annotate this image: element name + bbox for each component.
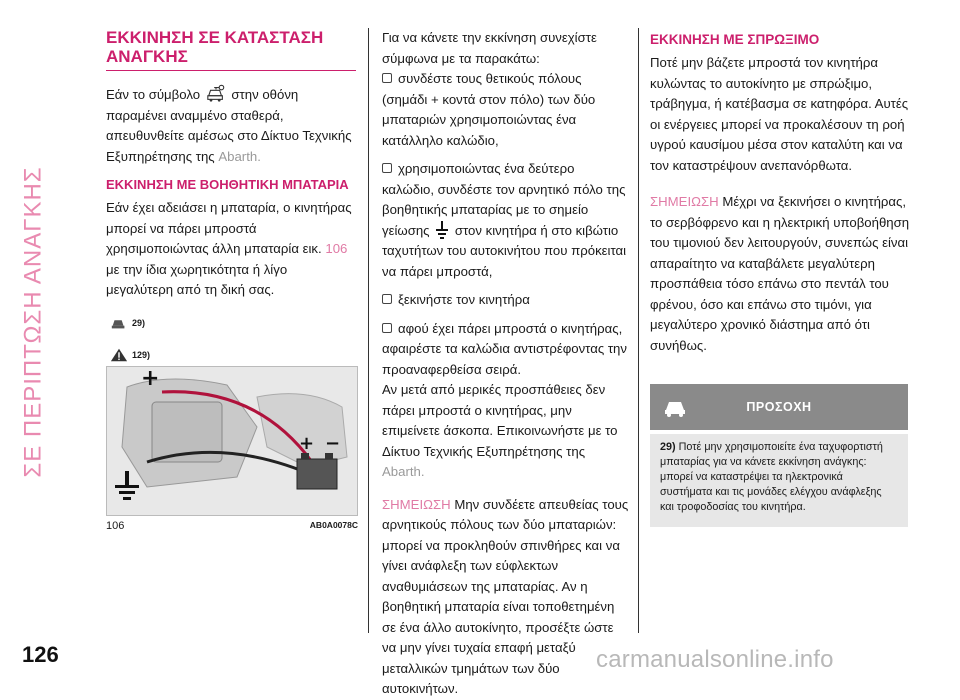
column-2 <box>382 28 630 700</box>
immobilizer-car-key-icon <box>206 83 226 103</box>
caution-text: Ποτέ μην χρησιμοποιείτε ένα ταχυφορτιστή μπαταρίας για να κάνετε εκκίνηση ανάγκης: μπορεί να καταστρέψει τα ηλεκτρονικά συστήματα και τις μονάδες ελέγχου ανάφλεξης και τροφοδοσίας του κινητήρα. <box>660 441 883 513</box>
caution-header <box>650 384 908 430</box>
immobilizer-paragraph: Εάν το σύμβολο στην οθόνη παραμένει αναμμένο σταθερά, απευθυνθείτε αμέσως στο Δίκτυο Τεχνικής Εξυπηρέτησης της Abarth. <box>106 83 356 167</box>
procedure-intro: Για να κάνετε την εκκίνηση συνεχίστε σύμφωνα με τα παρακάτω: <box>382 30 597 66</box>
caution-body <box>650 434 908 527</box>
column-1 <box>106 28 356 366</box>
retry-paragraph: Αν μετά από μερικές προσπάθειες δεν πάρει μπροστά ο κινητήρας, μην επιμείνετε άσκοπα. Επικοινωνήστε με το Δίκτυο Τεχνικής Εξυπηρέτησης της Abarth. <box>382 382 618 479</box>
column-3 <box>650 28 910 356</box>
step-4: αφού έχει πάρει μπροστά ο κινητήρας, αφαιρέστε τα καλώδια αντιστρέφοντας την προαναφερθείσα σειρά. <box>382 320 627 377</box>
section-heading-push-start: ΕΚΚΙΝΗΣΗ ΜΕ ΣΠΡΩΞΙΜΟ <box>650 32 820 47</box>
checkbox-bullet-icon <box>382 323 392 333</box>
warning-ref-29[interactable]: 29) <box>110 313 356 334</box>
positive-sign-icon: + <box>299 433 315 454</box>
step-2: χρησιμοποιώντας ένα δεύτερο καλώδιο, συνδέστε τον αρνητικό πόλο της βοηθητικής μπαταρίας με το σημείο γείωσης στον κινητήρα ή στο κιβώτιο ταχυτήτων του αυτοκινήτου που πρόκειται να πάρει μπροστά, <box>382 161 627 279</box>
caution-number: 29) <box>660 441 676 453</box>
column-divider-1 <box>368 28 369 633</box>
figure-caption <box>106 520 358 532</box>
checkbox-bullet-icon <box>382 294 392 304</box>
figure-reference[interactable]: 106 <box>325 241 348 256</box>
page-number: 126 <box>22 642 59 667</box>
jump-start-illustration <box>107 367 357 515</box>
watermark: carmanualsonline.info <box>596 646 834 673</box>
note-label: ΣΗΜΕΙΩΣΗ <box>382 496 451 512</box>
caution-box <box>650 384 908 527</box>
step-1: συνδέστε τους θετικούς πόλους (σημάδι + κοντά στον πόλο) των δύο μπαταριών χρησιμοποιώντας ένα κατάλληλο καλώδιο, <box>382 71 596 148</box>
figure-code: AB0A0078C <box>309 520 358 530</box>
checkbox-bullet-icon <box>382 163 392 173</box>
note-paragraph: ΣΗΜΕΙΩΣΗ Μέχρι να ξεκινήσει ο κινητήρας, το σερβόφρενο και η ηλεκτρική υποβοήθηση του τιμονιού δεν λειτουργούν, συνεπώς είναι απαραίτητο να καταβάλετε μεγαλύτερη προσπάθεια τόσο επάνω στο πεντάλ του φρένου, όσο και επάνω στο τιμόνι, για μεγαλύτερο χρονικό διάστημα από ότι συνήθως. <box>650 194 910 353</box>
chapter-title-text: ΣΕ ΠΕΡΙΠΤΩΣΗ ΑΝΑΓΚΗΣ <box>20 166 47 478</box>
section-heading-emergency-start: ΕΚΚΙΝΗΣΗ ΣΕ ΚΑΤΑΣΤΑΣΗ ΑΝΑΓΚΗΣ <box>106 28 324 66</box>
negative-sign-icon: − <box>325 433 341 454</box>
positive-sign-icon: + <box>141 366 160 391</box>
car-warning-icon <box>662 396 688 418</box>
subheading-jump-start: ΕΚΚΙΝΗΣΗ ΜΕ ΒΟΗΘΗΤΙΚΗ ΜΠΑΤΑΡΙΑ <box>106 177 349 192</box>
chapter-sidebar-title <box>14 22 54 622</box>
jump-start-paragraph: Εάν έχει αδειάσει η μπαταρία, ο κινητήρας μπορεί να πάρει μπροστά χρησιμοποιώντας άλλη μπαταρία εικ. 106 με την ίδια χωρητικότητα ή λίγο μεγαλύτερη από τη δική σας. <box>106 200 352 297</box>
step-3: ξεκινήστε τον κινητήρα <box>382 290 630 311</box>
jump-start-figure <box>106 366 358 516</box>
caution-title: ΠΡΟΣΟΧΗ <box>746 400 812 414</box>
car-warning-icon <box>110 315 128 331</box>
push-start-paragraph: Ποτέ μην βάζετε μπροστά τον κινητήρα κυλώντας το αυτοκίνητο με σπρώξιμο, τράβηγμα, ή κατέβασμα σε κατηφόρα. Αυτές οι ενέργειες μπορεί να προκαλέσουν τη ροή υγρού καυσίμου μέσα στον καταλύτη και να τον καταστρέψουν ανεπανόρθωτα. <box>650 55 909 173</box>
note-label: ΣΗΜΕΙΩΣΗ <box>650 194 719 209</box>
figure-number: 106 <box>106 520 125 532</box>
note-paragraph: ΣΗΜΕΙΩΣΗ Μην συνδέετε απευθείας τους αρνητικούς πόλους των δύο μπαταριών: μπορεί να προκληθούν σπινθήρες και να γίνει ανάφλεξη των εύφλεκτων αναθυμιάσεων της μπαταρίας. Αν η βοηθητική μπαταρία είναι τοποθετημένη σε ένα άλλο αυτοκίνητο, προσέξτε ώστε να μην γίνει τυχαία επαφή μεταξύ μεταλλικών τμημάτων των δύο αυτοκινήτων. <box>382 496 629 696</box>
heading-rule <box>106 70 356 71</box>
column-divider-2 <box>638 28 639 633</box>
warning-ref-129[interactable]: 129) <box>110 345 356 366</box>
warning-triangle-icon <box>110 347 128 363</box>
ground-icon <box>435 221 449 239</box>
checkbox-bullet-icon <box>382 73 392 83</box>
